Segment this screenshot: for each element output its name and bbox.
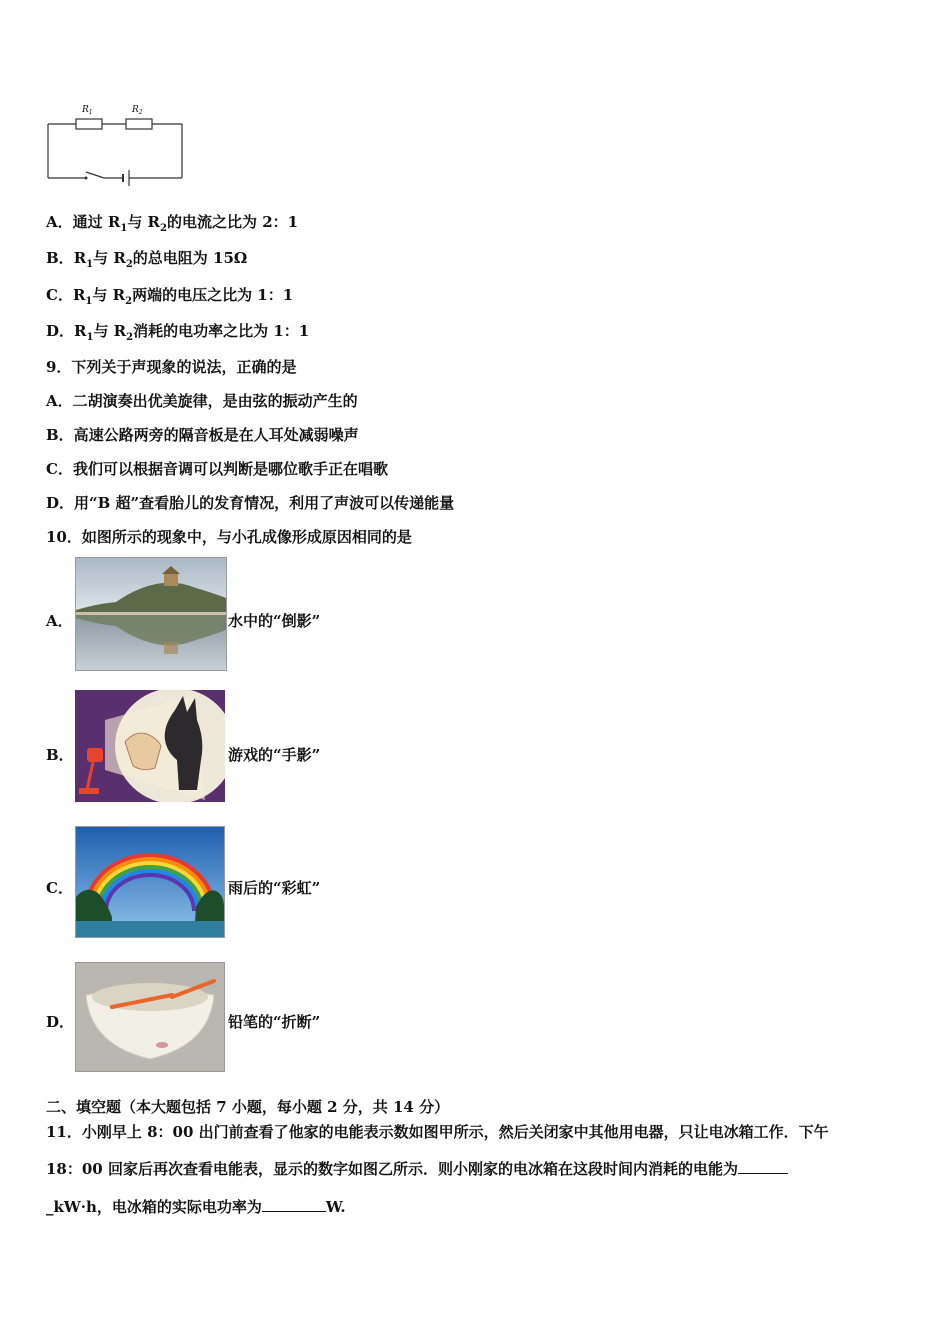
q10-option-b-letter: B． bbox=[46, 746, 74, 764]
resistor-r1 bbox=[76, 119, 102, 129]
q10-option-a-caption: 水中的“倒影” bbox=[228, 612, 321, 630]
q9-option-d: D．用“B 超”查看胎儿的发育情况，利用了声波可以传递能量 bbox=[46, 494, 455, 512]
q10-option-b-caption: 游戏的“手影” bbox=[228, 746, 321, 764]
pencil-in-water-photo bbox=[75, 962, 225, 1072]
resistor-r2 bbox=[126, 119, 152, 129]
q10-option-c-letter: C． bbox=[46, 879, 73, 897]
q8-option-b: B．$R_1$与 $R_2$的总电阻为 15Ω bbox=[46, 249, 248, 270]
section-heading: 二、填空题（本大题包括 7 小题，每小题 2 分，共 14 分） bbox=[46, 1098, 450, 1116]
reflection-photo bbox=[75, 557, 227, 671]
switch bbox=[86, 172, 104, 178]
q9-option-b: B．高速公路两旁的隔音板是在人耳处减弱噪声 bbox=[46, 426, 359, 444]
answer-blank-1[interactable] bbox=[738, 1159, 788, 1174]
q11-line-1: 11．小刚早上 8：00 出门前查看了他家的电能表示数如图甲所示，然后关闭家中其他用电器，只让电冰箱工作．下午 bbox=[46, 1123, 829, 1141]
q10-option-a-letter: A． bbox=[46, 612, 73, 630]
q10-option-d-caption: 铅笔的“折断” bbox=[228, 1013, 321, 1031]
circuit-diagram bbox=[44, 98, 189, 190]
q9-option-c: C．我们可以根据音调可以判断是哪位歌手正在唱歌 bbox=[46, 460, 388, 478]
answer-blank-2[interactable] bbox=[262, 1197, 326, 1212]
q8-option-a: A．通过 $R_1$与 $R_2$的电流之比为 2：1 bbox=[46, 213, 299, 234]
q10-stem: 10．如图所示的现象中，与小孔成像形成原因相同的是 bbox=[46, 528, 412, 546]
q11-line-2: 18：00 回家后再次查看电能表，显示的数字如图乙所示．则小刚家的电冰箱在这段时间内消耗的电能为 bbox=[46, 1158, 788, 1179]
q9-option-a: A．二胡演奏出优美旋律，是由弦的振动产生的 bbox=[46, 392, 358, 410]
q8-option-c: C．$R_1$与 $R_2$两端的电压之比为 1：1 bbox=[46, 286, 294, 307]
q10-option-c-caption: 雨后的“彩虹” bbox=[228, 879, 321, 897]
q10-option-d-letter: D． bbox=[46, 1013, 75, 1031]
r1-label: $R_1$ bbox=[82, 105, 93, 116]
q9-stem: 9．下列关于声现象的说法，正确的是 bbox=[46, 358, 297, 376]
q8-option-d: D．$R_1$与 $R_2$消耗的电功率之比为 1：1 bbox=[46, 322, 310, 343]
rainbow-photo bbox=[75, 826, 225, 938]
q11-line-3: _kW·h，电冰箱的实际电功率为 W. bbox=[46, 1198, 346, 1216]
r2-label: $R_2$ bbox=[132, 105, 143, 116]
hand-shadow-photo bbox=[75, 690, 225, 802]
